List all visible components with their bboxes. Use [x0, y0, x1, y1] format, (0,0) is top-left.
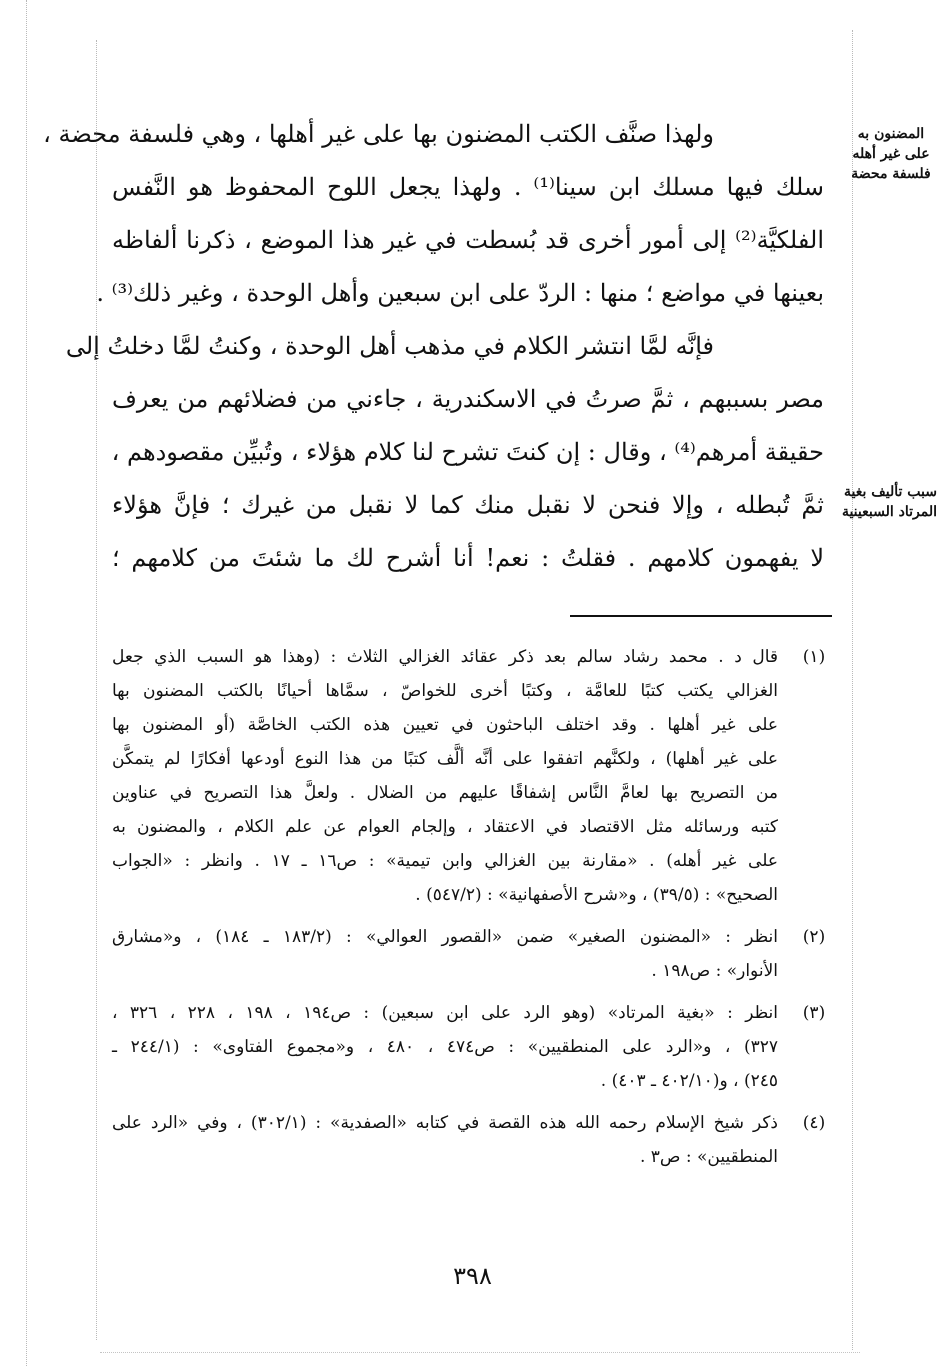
paragraph-1-line: ولهذا صنَّف الكتب المضنون بها على غير أهلها ، وهي فلسفة محضة ، [43, 120, 714, 148]
footnote-separator [570, 615, 832, 617]
scan-dots-inner-left [96, 40, 97, 1340]
page-number: ٣٩٨ [453, 1262, 492, 1290]
paragraph-1-line: الفلكيَّة⁽²⁾ إلى أمور أخرى قد بُسطت في غير هذا الموضع ، ذكرنا ألفاظه [112, 226, 824, 254]
paragraph-2-line: لا يفهمون كلامهم . فقلتُ : نعم! أنا أشرح لك ما شئتَ من كلامهم ؛ [112, 544, 824, 572]
footnote-2 [112, 920, 834, 988]
footnote-line: الأنوار» : ص١٩٨ . [651, 961, 778, 981]
footnote-line: على غير أهله) . «مقارنة بين الغزالي وابن تيمية» : ص١٦ ـ ١٧ . وانظر : «الجواب [112, 851, 778, 871]
footnote-number: (٤) [802, 1113, 826, 1133]
footnote-line: على غير أهلها) ، ولكنَّهم اتفقوا على أنَّه ألَّف كتبًا من هذا النوع أودعها أفكارًا لم يتمكَّن [112, 749, 778, 769]
margin-note-1 [845, 124, 937, 184]
footnote-line: من التصريح بها لعامَّ النَّاس إشفاقًا عليهم من الضلال . ولعلَّ هذا التصريح في عناوين [112, 783, 778, 803]
footnote-line: على غير أهلها . وقد اختلف الباحثون في تعيين هذه الكتب الخاصَّة (أو المضنون بها [112, 715, 778, 735]
paragraph-1-line: بعينها في مواضع ؛ منها : الردّ على ابن سبعين وأهل الوحدة ، وغير ذلك⁽³⁾ . [96, 279, 824, 307]
footnote-3 [112, 996, 834, 1098]
footnote-line: ٣٢٧) ، و«الرد على المنطقيين» : ص٤٧٤ ، ٤٨٠ ، و«مجموع الفتاوى» : (٢٤٤/١ ـ [112, 1037, 779, 1057]
margin-note-line: المضنون به [857, 126, 925, 142]
footnote-line: المنطقيين» : ص٣ . [639, 1147, 778, 1167]
footnote-4 [112, 1106, 834, 1174]
margin-note-line: على غير أهله [852, 146, 930, 162]
footnote-number: (٣) [802, 1003, 826, 1023]
scan-dots-bottom [100, 1352, 860, 1353]
main-text [43, 108, 824, 585]
paragraph-2-line: فإنَّه لمَّا انتشر الكلام في مذهب أهل الوحدة ، وكنتُ لمَّا دخلتُ إلى [65, 332, 714, 360]
scan-dots-left [26, 0, 27, 1366]
footnote-line: ذكر شيخ الإسلام رحمه الله هذه القصة في كتابه «الصفدية» : (٣٠٢/١) ، وفي «الرد على [112, 1113, 779, 1133]
footnote-line: ٢٤٥) ، و(٤٠٢/١٠ ـ ٤٠٣) . [600, 1071, 778, 1091]
margin-note-line: سبب تأليف بغية [844, 484, 937, 500]
paragraph-2-line: ثمَّ تُبطله ، وإلا فنحن لا نقبل منك كما لا نقبل من غيرك ؛ فإنَّ هؤلاء [112, 491, 824, 519]
footnote-line: انظر : «بغية المرتاد» (وهو الرد على ابن سبعين) : ص١٩٤ ، ١٩٨ ، ٢٢٨ ، ٣٢٦ ، [112, 1003, 779, 1023]
scan-dots-right [852, 30, 853, 1350]
footnote-line: قال د . محمد رشاد سالم بعد ذكر عقائد الغزالي الثلاث : (وهذا هو السبب الذي جعل [112, 647, 778, 667]
paragraph-1-line: سلك فيها مسلك ابن سينا⁽¹⁾ . ولهذا يجعل اللوح المحفوظ هو النَّفس [112, 173, 824, 201]
footnote-number: (١) [802, 647, 826, 667]
margin-note-line: المرتاد السبعينية [841, 504, 937, 520]
footnote-line: الغزالي يكتب كتبًا للعامَّة ، وكتبًا أخرى للخواصّ ، سمَّاها أحيانًا بالكتب المضنون بها [112, 681, 778, 701]
margin-note-2 [841, 482, 937, 522]
margin-note-line: فلسفة محضة [851, 166, 931, 182]
paragraph-2-line: حقيقة أمرهم⁽⁴⁾ ، وقال : إن كنتَ تشرح لنا كلام هؤلاء ، وتُبيِّن مقصودهم ، [111, 438, 824, 466]
footnote-1 [112, 640, 834, 912]
footnote-line: الصحيح» : (٣٩/٥) ، و«شرح الأصفهانية» : (٥٤٧/٢) . [415, 885, 778, 905]
footnotes [112, 640, 834, 1182]
footnote-line: انظر : «المضنون الصغير» ضمن «القصور العوالي» : (١٨٣/٢ ـ ١٨٤) ، و«مشارق [112, 927, 779, 947]
footnote-number: (٢) [802, 927, 826, 947]
paragraph-2-line: مصر بسببهم ، ثمَّ صرتُ في الاسكندرية ، جاءني من فضلائهم من يعرف [112, 385, 824, 413]
footnote-line: كتبه ورسائله مثل الاقتصاد في الاعتقاد ، وإلجام العوام عن علم الكلام ، والمضنون به [112, 817, 778, 837]
